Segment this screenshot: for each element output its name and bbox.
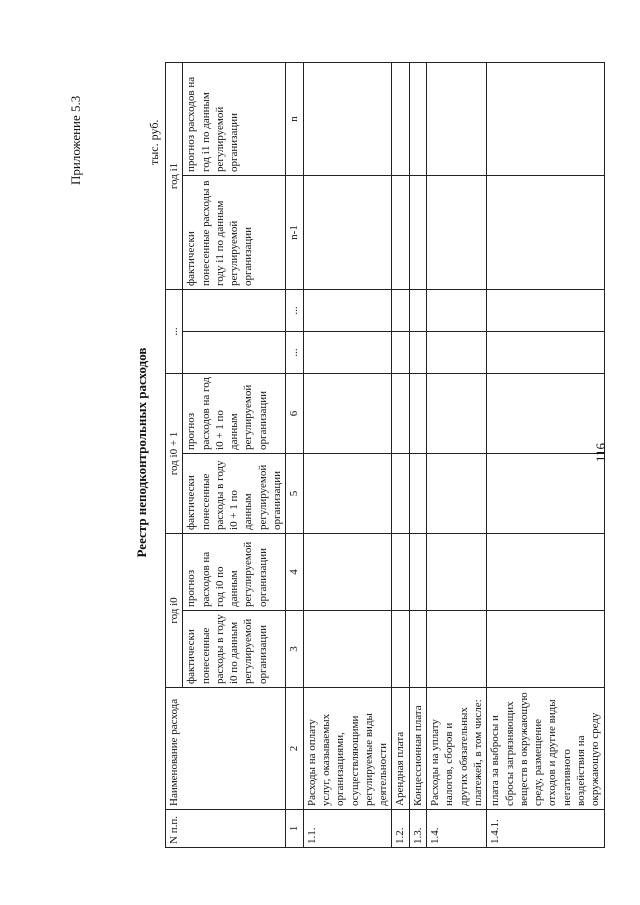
table-row xyxy=(303,62,392,847)
header-col-ellipsis-b xyxy=(183,289,286,331)
col-number: 3 xyxy=(286,611,303,688)
row-name: плата за выбросы и сбросы загрязняющих веществ в окружающую среду, размещение отходов и другие виды негативного воздействия на окружающую среду xyxy=(487,688,604,810)
header-col-4: прогноз расходов на год i0 по данным регулируемой организации xyxy=(183,533,286,610)
table-row xyxy=(487,62,604,847)
header-col-ellipsis-a xyxy=(183,331,286,373)
col-number: ... xyxy=(286,289,303,331)
header-year-i1: год i1 xyxy=(166,62,183,289)
row-name: Расходы на оплату услуг, оказываемых организациями, осуществляющими регулируемые виды деятельности xyxy=(303,688,392,810)
header-col-n-1: фактически понесенные расходы в году i1 по данным регулируемой организации xyxy=(183,175,286,289)
page-number: 116 xyxy=(593,442,608,463)
units-label: тыс. руб. xyxy=(147,119,161,165)
register-table xyxy=(165,62,605,848)
header-year-i0: год i0 xyxy=(166,533,183,687)
header-col-5: фактически понесенные расходы в году i0 + 1 по данным регулируемой организации xyxy=(183,453,286,533)
header-col-6: прогноз расходов на год i0 + 1 по данным регулируемой организации xyxy=(183,373,286,453)
header-col-n: прогноз расходов на год i1 по данным регулируемой организации xyxy=(183,62,286,175)
table-row xyxy=(392,62,409,847)
header-year-i0-plus-1: год i0 + 1 xyxy=(166,373,183,533)
col-number: 1 xyxy=(286,810,303,848)
col-number: 6 xyxy=(286,373,303,453)
table-row xyxy=(409,62,426,847)
row-name: Арендная плата xyxy=(392,688,409,810)
col-number: 5 xyxy=(286,453,303,533)
row-num: 1.4. xyxy=(427,810,487,848)
row-num: 1.2. xyxy=(392,810,409,848)
row-num: 1.4.1. xyxy=(487,810,604,848)
row-num: 1.3. xyxy=(409,810,426,848)
header-ellipsis: ... xyxy=(166,289,183,373)
header-name: Наименование расхода xyxy=(166,688,286,810)
col-number: 4 xyxy=(286,533,303,610)
col-number: ... xyxy=(286,331,303,373)
row-name: Концессионная плата xyxy=(409,688,426,810)
header-num: N п.п. xyxy=(166,810,286,848)
row-name: Расходы на уплату налогов, сборов и других обязательных платежей, в том числе: xyxy=(427,688,487,810)
table-row xyxy=(427,62,487,847)
header-col-3: фактически понесенные расходы в году i0 по данным регулируемой организации xyxy=(183,611,286,688)
col-number: n xyxy=(286,62,303,175)
col-number: n-1 xyxy=(286,175,303,289)
col-number: 2 xyxy=(286,688,303,810)
appendix-label: Приложение 5.3 xyxy=(68,95,83,185)
column-number-row xyxy=(286,62,303,847)
document-title: Реестр неподконтрольных расходов xyxy=(134,347,149,558)
header-row-years xyxy=(166,62,183,847)
row-num: 1.1. xyxy=(303,810,392,848)
